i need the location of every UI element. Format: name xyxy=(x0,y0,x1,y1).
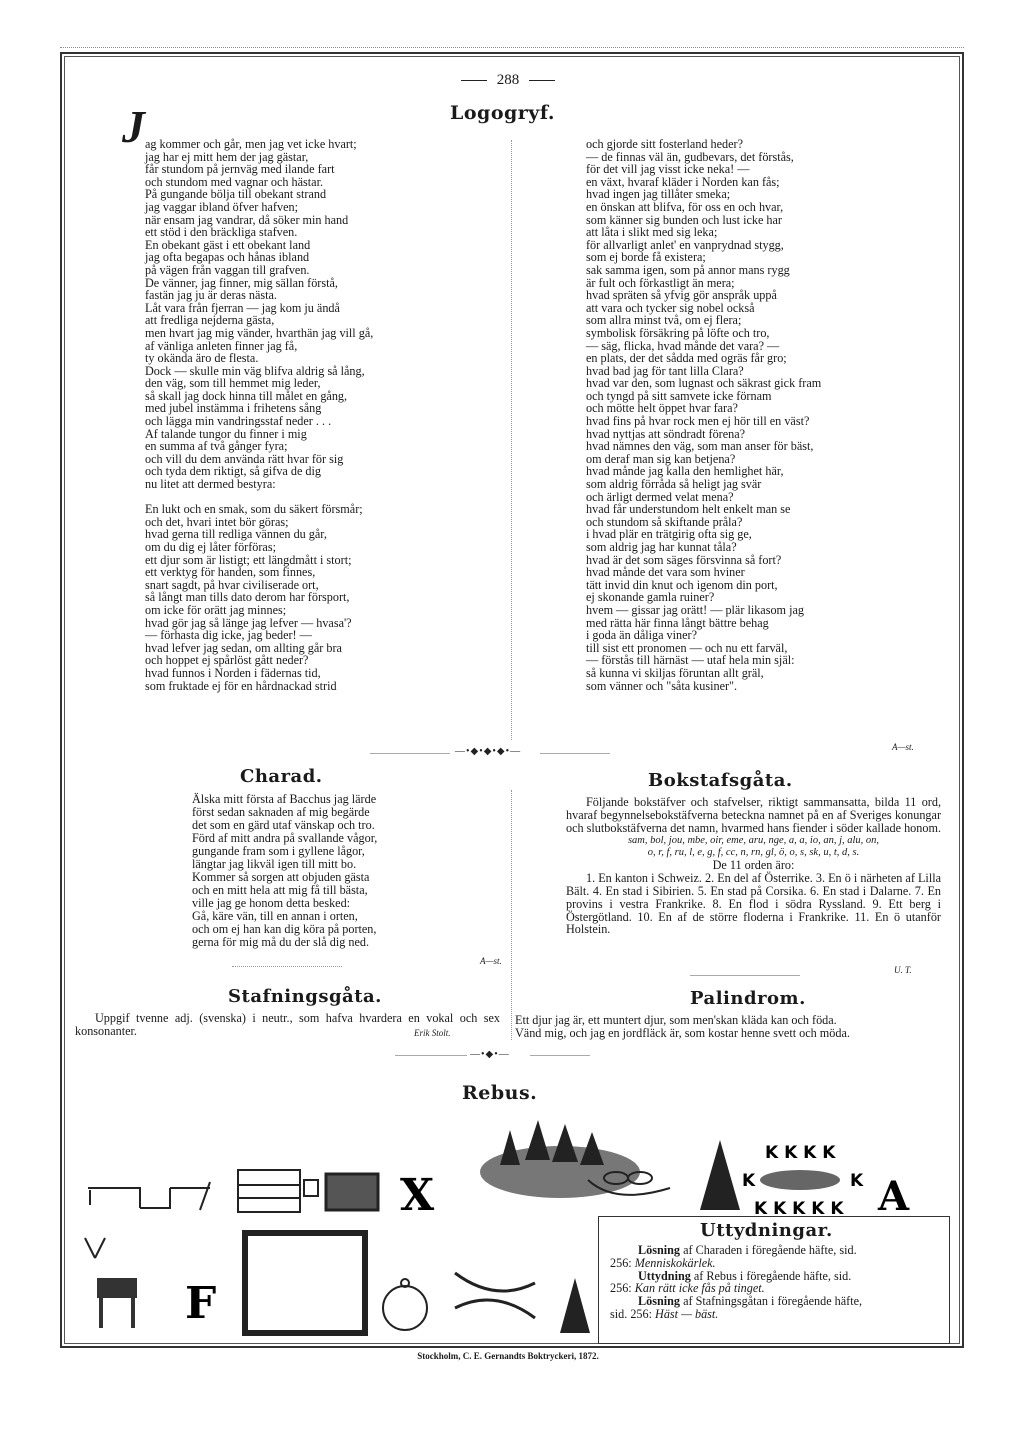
logogryf-left-line: ett verktyg för handen, som finnes, xyxy=(145,565,316,580)
logogryf-left-line: hvad gör jag så länge jag lefver — hvasa'? xyxy=(145,615,352,630)
stafningsgata-signature: Erik Stolt. xyxy=(414,1028,451,1038)
logogryf-left-line: och stundom med vagnar och hästar. xyxy=(145,174,324,189)
rebus-fish-letter-left: K xyxy=(742,1171,756,1191)
rebus-shell-drawing xyxy=(455,1273,535,1318)
logogryf-right-line: till sist ett pronomen — och nu ett farväl, xyxy=(586,640,788,655)
logogryf-left-line: En lukt och en smak, som du säkert försmår; xyxy=(145,502,363,517)
logogryf-left-line: På gungande bölja till obekant strand xyxy=(145,187,327,202)
logogryf-left-line: hvad lefver jag sedan, om allting går bra xyxy=(145,640,342,655)
logogryf-right-line: en plats, der det sådda med ogräs får gro; xyxy=(586,351,787,366)
logogryf-left-line: jag har ej mitt hem der jag gästar, xyxy=(145,149,309,164)
logogryf-left-line: jag ofta begapas och hånas ibland xyxy=(145,250,310,265)
logogryf-right-line: hvad nämnes den väg, som man anser för bäst, xyxy=(586,439,814,454)
rebus-title: Rebus. xyxy=(462,1082,538,1104)
rebus-tree-drawing xyxy=(560,1278,590,1333)
logogryf-right-line: i hvad plär en trätgirig ofta sig ge, xyxy=(586,527,752,542)
page-number: 288 xyxy=(0,72,1016,89)
logogryf-right-line: hvad är det som säges försvinna så fort? xyxy=(586,552,782,567)
rebus-fish-letters-top: K K K K xyxy=(765,1143,836,1163)
logogryf-left-line: på vägen från vaggan till grafven. xyxy=(145,262,310,277)
ornament-divider-1: —•◆•◆•◆•— xyxy=(455,746,522,757)
rule-right-1 xyxy=(540,753,610,754)
charad-line: Gå, käre vän, till en annan i orten, xyxy=(192,909,358,923)
page-footer: Stockholm, C. E. Gernandts Boktryckeri, 1872. xyxy=(417,1351,599,1361)
palindrom-title: Palindrom. xyxy=(690,988,806,1009)
rebus-watch-drawing xyxy=(383,1279,427,1330)
logogryf-right-line: — de finnas väl än, gudbevars, det förstås, xyxy=(586,149,794,164)
charad-line: gungande fram som i gyllene lågor, xyxy=(192,844,365,858)
logogryf-right-line: i goda än dåliga viner? xyxy=(586,628,697,643)
logogryf-right-line: som vänner och "såta kusiner". xyxy=(586,678,738,693)
logogryf-right-line: hvad månde det vara som hviner xyxy=(586,565,745,580)
logogryf-right-line: hvad får understundom helt enkelt man se xyxy=(586,502,791,517)
logogryf-left-line: nu litet att dermed bestyra: xyxy=(145,477,276,492)
palindrom-line-1: Ett djur jag är, ett muntert djur, som men'skan kläda kan och föda. xyxy=(515,1013,837,1027)
logogryf-left-line: ty okända äro de flesta. xyxy=(145,351,259,366)
logogryf-left-line: om du dig ej låter förföras; xyxy=(145,540,276,554)
logogryf-left-line: hvad funnos i Norden i fädernas tid, xyxy=(145,665,321,680)
uttydningar-title: Uttydningar. xyxy=(700,1220,833,1241)
charad-line: gerna för mig må du der slå dig ned. xyxy=(192,935,370,949)
logogryf-left-line: får stundom på jernväg med ilande fart xyxy=(145,162,335,177)
logogryf-right-line: ej skonande gamla ruiner? xyxy=(586,590,715,605)
rebus-picture-row-1 xyxy=(70,1110,950,1220)
logogryf-right-line: sak samma igen, som på annor mans rygg xyxy=(586,262,790,277)
bokstafsgata-body xyxy=(566,796,941,936)
rebus-box-drawing xyxy=(304,1180,318,1196)
bokstafsgata-title: Bokstafsgåta. xyxy=(648,770,793,791)
logogryf-right-line: som aldrig jag har kunnat tåla? xyxy=(586,540,737,554)
bokstafsgata-items: 1. En kanton i Schweiz. 2. En del af Österrike. 3. En ö i närheten af Lilla Bält. 4. En stad i Sibirien. 5. En stad på Corsika. 6. En stad i Dalarne. 7. En provins i vestra Frankrike. 8. En flod i södra Ryssland. 9. Ett berg i Östergötland. 10. En af de större floderna i Frankrike. 11. En ö utanför Holstein. xyxy=(566,871,941,937)
logogryf-left-line: ett stöd i den bräckliga stafven. xyxy=(145,225,298,240)
logogryf-right-line: — förstås till härnäst — utaf hela min själ: xyxy=(586,653,795,668)
logogryf-left-line: och lägga min vandringsstaf neder . . . xyxy=(145,414,332,429)
logogryf-right-line: så kunna vi skiljas föruntan allt gräl, xyxy=(586,665,764,680)
logogryf-right-line: hvad var den, som lugnast och säkrast gick fram xyxy=(586,376,822,391)
palindrom-line-2: Vänd mig, och jag en jordfläck är, som kostar henne svett och möda. xyxy=(515,1025,850,1040)
charad-line: och en mitt hela att mig få till bästa, xyxy=(192,883,368,897)
logogryf-right-line: med rätta här finna långt bättre behag xyxy=(586,615,769,630)
logogryf-left-line: hvad gerna till redliga vännen du går, xyxy=(145,527,327,542)
logogryf-initial: J xyxy=(122,101,145,152)
logogryf-right-line: tätt invid din knut och igenom din port, xyxy=(586,577,778,592)
logogryf-left-line: när ensam jag vandrar, då söker min hand xyxy=(145,212,349,227)
logogryf-right-line: hvad bad jag för tant lilla Clara? xyxy=(586,363,744,378)
logogryf-left-line: med jubel instämma i frihetens sång xyxy=(145,401,322,416)
logogryf-right-line: om deraf man sig kan betjena? xyxy=(586,451,736,466)
logogryf-right-line: är fult och förkastligt än mera; xyxy=(586,275,735,290)
logogryf-left-line: jag vaggar ibland öfver hafven; xyxy=(145,199,298,214)
logogryf-left-line: snart sagdt, på hvar civiliserade ort, xyxy=(145,577,319,592)
logogryf-right-line: symbolisk försäkring på löfte och tro, xyxy=(586,325,770,340)
logogryf-left-line: En obekant gäst i ett obekant land xyxy=(145,237,311,252)
rebus-a-letter: A xyxy=(878,1173,910,1220)
rebus-deer-drawing xyxy=(85,1238,137,1328)
stafningsgata-title: Stafningsgåta. xyxy=(228,986,382,1007)
logogryf-right-line: hvad spräten så yfvig gör anspråk uppå xyxy=(586,288,777,303)
logogryf-left-line: ag kommer och går, men jag vet icke hvart; xyxy=(145,137,357,151)
charad-line: Kommer så sorgen att objuden gästa xyxy=(192,870,370,884)
logogryf-right-line: för allvarligt anlet' en vanprydnad stygg, xyxy=(586,237,784,252)
logogryf-right-line: en önskan att blifva, för oss en och hvar, xyxy=(586,199,784,214)
charad-text xyxy=(192,793,492,949)
logogryf-left-line: Af talande tungor du finner i mig xyxy=(145,426,307,441)
rule-right-2 xyxy=(530,1055,590,1056)
palindrom-text xyxy=(515,1014,945,1040)
logogryf-right-line: hvad ingen jag tillåter smeka; xyxy=(586,187,731,202)
logogryf-right-line: och gjorde sitt fosterland heder? xyxy=(586,137,744,151)
rebus-x-letter: X xyxy=(400,1170,435,1220)
logogryf-left-line: och hoppet ej spårlöst gått neder? xyxy=(145,653,309,668)
rule-left-2 xyxy=(395,1055,467,1056)
bokstafsgata-intro: Följande bokstäfver och stafvelser, riktigt sammansatta, bilda 11 ord, hvaraf begynnelsebokstäfverna beteckna namnet på en af Sveriges konungar och slutbokstäfverna det namn, hvarmed hans fiender i söder kallade honom. xyxy=(566,795,941,835)
logogryf-left-line: om icke för orätt jag minnes; xyxy=(145,602,287,617)
logogryf-left-line: af vänliga anleten finner jag få, xyxy=(145,338,298,353)
logogryf-left-line: Dock — skulle min väg blifva aldrig så lång, xyxy=(145,363,365,378)
logogryf-right-line: och stundom så skiftande pråla? xyxy=(586,514,743,529)
logogryf-left-line: som fruktade ej för en hårdnackad strid xyxy=(145,678,337,693)
logogryf-left-line: De vänner, jag finner, mig sällan förstå, xyxy=(145,275,338,290)
logogryf-left-column xyxy=(145,138,505,692)
logogryf-right-line: som ej borde få existera; xyxy=(586,250,706,265)
top-dotted-rule xyxy=(60,47,964,48)
charad-line: och om ej han kan dig köra på porten, xyxy=(192,922,377,936)
logogryf-right-line: att låta i slikt med sig leka; xyxy=(586,225,718,240)
rebus-painting-drawing xyxy=(326,1174,378,1210)
bokstafsgata-syllables-2: o, r, f, ru, l, e, g, f, cc, n, rn, gl, ö, o, s, sk, u, t, d, s. xyxy=(647,847,860,859)
logogryf-signature: A—st. xyxy=(892,742,914,752)
logogryf-left-line: så långt man tills dato derom har försport, xyxy=(145,590,350,605)
logogryf-left-line: och vill du dem använda rätt hvar för sig xyxy=(145,451,344,466)
logogryf-left-line: så skall jag dock hinna till målet en gång, xyxy=(145,388,348,403)
charad-line: det som en gärd utaf vänskap och tro. xyxy=(192,818,375,832)
rebus-fish-drawing xyxy=(760,1170,840,1190)
logogryf-right-line: att vara och tycker sig nobel också xyxy=(586,300,755,315)
logogryf-left-line: ett djur som är listigt; ett längdmått i stort; xyxy=(145,552,352,567)
middle-column-divider xyxy=(511,790,512,1040)
rebus-shelf-drawing xyxy=(238,1170,300,1212)
logogryf-right-line: — säg, flicka, hvad månde det vara? — xyxy=(586,338,780,353)
ornament-divider-2: —•◆•— xyxy=(470,1049,510,1060)
rule-left-1 xyxy=(370,753,450,754)
logogryf-right-line: och ärligt dermed velat mena? xyxy=(586,489,734,504)
charad-signature: A—st. xyxy=(480,956,502,966)
rebus-picture-row-2 xyxy=(75,1228,595,1343)
logogryf-left-line: en summa af två gånger fyra; xyxy=(145,439,288,454)
charad-title: Charad. xyxy=(240,766,323,787)
rebus-fish-letter-right: K xyxy=(850,1171,864,1191)
uttydningar-text: Lösning af Charaden i föregående häfte, sid. 256: Menniskokärlek. Uttydning af Rebus i föregående häfte, sid. 256: Kan rätt icke fås på tinget. Lösning af Stafningsgåtan i föregående häfte, sid. 256: Häst — bäst. xyxy=(610,1243,863,1321)
rebus-mirror-drawing xyxy=(245,1233,365,1333)
charad-line: Förd af mitt andra på svallande vågor, xyxy=(192,831,378,845)
logogryf-left-line: Låt vara från fjerran — jag kom ju ändå xyxy=(145,300,340,315)
logogryf-right-line: som känner sig bunden och lust icke har xyxy=(586,212,782,227)
bokstafsgata-rule xyxy=(690,975,800,976)
logogryf-right-line: en växt, hvaraf kläder i Norden kan fås; xyxy=(586,174,780,189)
stafningsgata-body: Uppgif tvenne adj. (svenska) i neutr., som hafva hvardera en vokal och sex konsonanter. xyxy=(75,1011,500,1038)
charad-line: först sedan saknaden af mig begärde xyxy=(192,805,370,819)
logogryf-left-line: — förhasta dig icke, jag beder! — xyxy=(145,628,312,643)
logogryf-right-column xyxy=(586,138,906,692)
logogryf-left-line: men hvart jag mig vänder, hvarthän jag vill gå, xyxy=(145,325,374,340)
logogryf-right-line: och mötte helt öppet hvar fara? xyxy=(586,401,738,416)
rebus-pine-drawing xyxy=(700,1140,740,1210)
logogryf-left-line: att fredliga nejderna gästa, xyxy=(145,313,275,328)
logogryf-left-line: fastän jag ju är deras nästa. xyxy=(145,288,277,303)
logogryf-left-line: och det, hvari intet bör göras; xyxy=(145,514,289,529)
rebus-island-drawing xyxy=(480,1120,640,1198)
logogryf-column-divider xyxy=(511,140,512,740)
logogryf-right-line: som aldrig förråda så heligt jag svär xyxy=(586,477,762,492)
logogryf-right-line: för det vill jag visst icke neka! — xyxy=(586,162,750,177)
logogryf-right-line: hvad månde jag kalla den hemlighet här, xyxy=(586,464,784,479)
logogryf-right-line: som allra minst två, om ej flera; xyxy=(586,313,742,328)
bokstafsgata-orden-heading: De 11 orden äro: xyxy=(712,858,795,873)
logogryf-right-line: och tyngd på sitt samvete icke förnam xyxy=(586,388,772,403)
logogryf-left-line: den väg, som till hemmet mig leder, xyxy=(145,376,321,391)
logogryf-right-line: hvem — gissar jag orätt! — plär likasom jag xyxy=(586,602,804,617)
logogryf-right-line: hvad nyttjas att söndradt förena? xyxy=(586,426,746,441)
logogryf-left-line: och tyda dem riktigt, så gifva de dig xyxy=(145,464,321,479)
charad-rule xyxy=(232,966,342,967)
logogryf-right-line: hvad fins på hvar rock men ej hör till en väst? xyxy=(586,414,810,429)
logogryf-title: Logogryf. xyxy=(450,102,555,124)
charad-line: Älska mitt första af Bacchus jag lärde xyxy=(192,792,377,806)
bokstafsgata-syllables-1: sam, bol, jou, mbe, oir, eme, aru, nge, a, a, io, an, j, alu, on, xyxy=(627,835,880,847)
rebus-bench-drawing xyxy=(88,1182,210,1210)
charad-line: längtar jag likväl igen till mitt bo. xyxy=(192,857,357,871)
rebus-fish-letters-bottom: K K K K K xyxy=(754,1199,844,1219)
bokstafsgata-signature: U. T. xyxy=(894,965,912,975)
rebus-f-letter: F xyxy=(185,1278,217,1329)
charad-line: ville jag ge honom detta besked: xyxy=(192,896,351,910)
